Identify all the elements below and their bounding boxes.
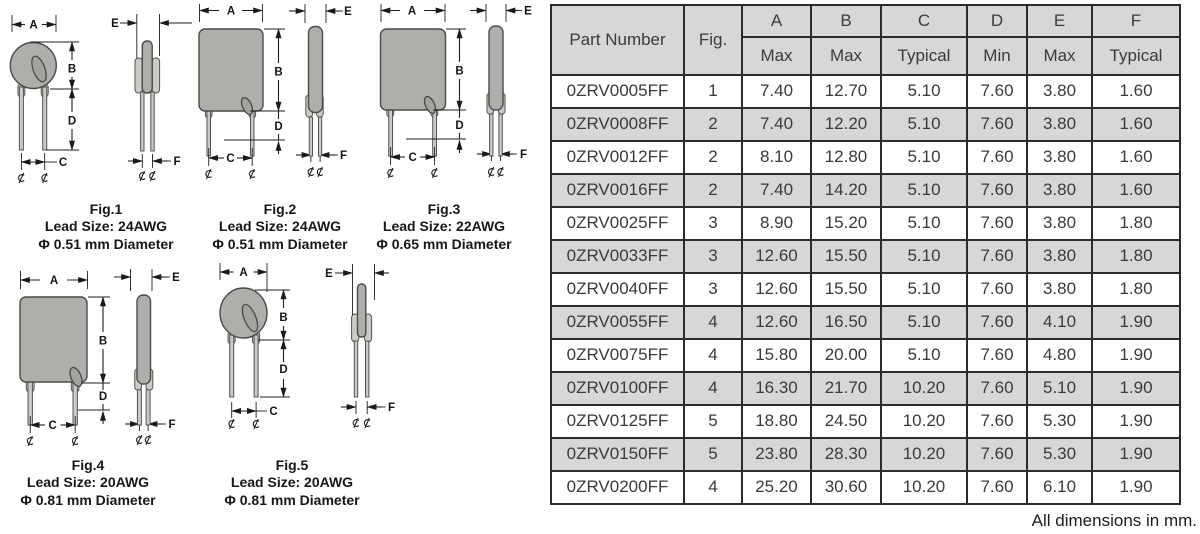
- fig5-caption: [204, 456, 380, 509]
- dim-label-e: E: [111, 18, 119, 30]
- col-header-c: C: [881, 5, 967, 37]
- lead: [254, 335, 258, 397]
- value-cell: 7.40: [742, 75, 811, 108]
- rect-edge: [309, 27, 323, 113]
- value-cell: 5.10: [881, 75, 967, 108]
- fig-cell: 1: [684, 75, 742, 108]
- fig3-drawing: [381, 4, 533, 178]
- part-number-cell: 0ZRV0100FF: [551, 372, 684, 405]
- dim-label-d: D: [67, 115, 77, 128]
- part-number-cell: 0ZRV0016FF: [551, 174, 684, 207]
- part-number-cell: 0ZRV0075FF: [551, 339, 684, 372]
- value-cell: 3.80: [1027, 141, 1092, 174]
- value-cell: 3.80: [1027, 207, 1092, 240]
- dim-label-a: A: [49, 275, 59, 287]
- table-row: [551, 240, 1180, 273]
- value-cell: 1.90: [1092, 339, 1180, 372]
- value-cell: 5.10: [881, 273, 967, 306]
- rect-body: [381, 29, 446, 110]
- dim-label-e: E: [172, 272, 180, 284]
- lead: [152, 58, 159, 93]
- dim-label-c: C: [269, 406, 278, 418]
- fig2-title: Fig.2: [263, 201, 297, 217]
- fig2-drawing: [199, 4, 352, 179]
- dim-label-b: B: [455, 65, 464, 78]
- value-cell: 15.50: [811, 240, 881, 273]
- fig-cell: 2: [684, 108, 742, 141]
- units-note: All dimensions in mm.: [1031, 511, 1197, 530]
- dim-label-a: A: [29, 19, 38, 32]
- fig-cell: 4: [684, 339, 742, 372]
- table-row: [551, 75, 1180, 108]
- value-cell: 10.20: [881, 405, 967, 438]
- fig-cell: 2: [684, 141, 742, 174]
- dim-label-b: B: [98, 335, 108, 348]
- centerline-icon: [253, 419, 259, 429]
- fig-cell: 4: [684, 372, 742, 405]
- fig1-side-view: [135, 41, 160, 151]
- col-subheader-f: Typical: [1092, 37, 1180, 75]
- col-header-b: B: [811, 5, 881, 37]
- fig4-front-view: [20, 297, 87, 425]
- part-number-cell: 0ZRV0025FF: [551, 207, 684, 240]
- rect-edge: [489, 26, 503, 110]
- fig3-front-view: [381, 29, 446, 156]
- fig-cell: 4: [684, 306, 742, 339]
- lead: [309, 117, 312, 156]
- part-number-cell: 0ZRV0125FF: [551, 405, 684, 438]
- dim-label-b: B: [67, 63, 77, 76]
- lead: [141, 92, 144, 151]
- value-cell: 12.80: [811, 141, 881, 174]
- fig-cell: 5: [684, 405, 742, 438]
- value-cell: 7.40: [742, 108, 811, 141]
- value-cell: 5.10: [881, 306, 967, 339]
- value-cell: 23.80: [742, 438, 811, 471]
- fig1-lead-size: Lead Size: 24AWG: [44, 218, 168, 234]
- dim-label-d: D: [98, 391, 108, 403]
- value-cell: 7.60: [967, 405, 1027, 438]
- col-header-fig: Fig.: [684, 5, 742, 75]
- dimensions-table: [550, 4, 1181, 505]
- dim-label-a: A: [226, 5, 236, 18]
- fig-cell: 3: [684, 273, 742, 306]
- fig1-dimensions: [12, 14, 192, 183]
- dim-label-c: C: [408, 152, 417, 164]
- fig4-lead-size: Lead Size: 20AWG: [26, 474, 150, 490]
- table-row: [551, 174, 1180, 207]
- fig2-diameter: Φ 0.51 mm Diameter: [212, 235, 348, 252]
- centerline-icon: [42, 173, 48, 183]
- centerline-icon: [27, 436, 33, 446]
- value-cell: 1.90: [1092, 405, 1180, 438]
- fig1-caption: [18, 200, 194, 253]
- lead: [151, 92, 154, 151]
- value-cell: 7.60: [967, 273, 1027, 306]
- part-number-cell: 0ZRV0055FF: [551, 306, 684, 339]
- value-cell: 21.70: [811, 372, 881, 405]
- dim-label-e: E: [344, 6, 352, 18]
- dim-label-c: C: [58, 157, 68, 169]
- part-number-cell: 0ZRV0033FF: [551, 240, 684, 273]
- centerline-icon: [145, 435, 151, 445]
- fig-cell: 5: [684, 438, 742, 471]
- dim-label-e: E: [325, 268, 333, 280]
- fig2-caption: [192, 200, 368, 253]
- centerline-icon: [432, 168, 438, 178]
- value-cell: 1.80: [1092, 273, 1180, 306]
- fig5-side-view: [352, 284, 372, 397]
- value-cell: 1.60: [1092, 174, 1180, 207]
- value-cell: 20.00: [811, 339, 881, 372]
- value-cell: 12.60: [742, 306, 811, 339]
- col-subheader-c: Typical: [881, 37, 967, 75]
- fig4-title: Fig.4: [71, 457, 105, 473]
- table-row: [551, 108, 1180, 141]
- dim-label-f: F: [387, 402, 396, 414]
- value-cell: 1.90: [1092, 306, 1180, 339]
- value-cell: 25.20: [742, 471, 811, 504]
- value-cell: 8.10: [742, 141, 811, 174]
- dim-label-d: D: [455, 120, 464, 132]
- fig1-title: Fig.1: [89, 201, 123, 217]
- table-row: [551, 141, 1180, 174]
- part-number-cell: 0ZRV0008FF: [551, 108, 684, 141]
- centerline-icon: [308, 167, 314, 177]
- value-cell: 15.50: [811, 273, 881, 306]
- value-cell: 5.10: [881, 207, 967, 240]
- part-number-cell: 0ZRV0200FF: [551, 471, 684, 504]
- dim-label-e: E: [524, 5, 532, 18]
- centerline-icon: [206, 169, 212, 179]
- value-cell: 1.60: [1092, 108, 1180, 141]
- lead: [490, 114, 493, 156]
- fig2-front-view: [199, 29, 263, 156]
- value-cell: 16.30: [742, 372, 811, 405]
- value-cell: 12.20: [811, 108, 881, 141]
- lead: [230, 335, 234, 397]
- col-header-d: D: [967, 5, 1027, 37]
- rect-body: [199, 29, 263, 111]
- lead: [19, 87, 23, 150]
- lead: [135, 58, 142, 93]
- figure-drawings: [0, 0, 548, 534]
- part-number-cell: 0ZRV0005FF: [551, 75, 684, 108]
- col-header-part-number: Part Number: [551, 5, 684, 75]
- dim-label-c: C: [226, 153, 235, 165]
- value-cell: 5.10: [881, 141, 967, 174]
- table-row: [551, 207, 1180, 240]
- table-row: [551, 405, 1180, 438]
- value-cell: 7.60: [967, 471, 1027, 504]
- value-cell: 3.80: [1027, 240, 1092, 273]
- disc-edge: [142, 41, 152, 93]
- fig5-drawing: [220, 263, 395, 429]
- col-subheader-a: Max: [742, 37, 811, 75]
- value-cell: 7.40: [742, 174, 811, 207]
- table-row: [551, 273, 1180, 306]
- lead: [319, 117, 322, 156]
- table-row: [551, 471, 1180, 504]
- fig3-title: Fig.3: [427, 201, 461, 217]
- value-cell: 7.60: [967, 75, 1027, 108]
- value-cell: 5.10: [881, 339, 967, 372]
- value-cell: 10.20: [881, 372, 967, 405]
- dim-label-f: F: [173, 156, 181, 168]
- value-cell: 7.60: [967, 174, 1027, 207]
- fig-cell: 4: [684, 471, 742, 504]
- value-cell: 1.60: [1092, 75, 1180, 108]
- dim-label-d: D: [274, 121, 283, 133]
- centerline-icon: [498, 167, 504, 177]
- fig3-side-view: [487, 26, 505, 156]
- fig1-diameter: Φ 0.51 mm Diameter: [38, 235, 174, 252]
- value-cell: 4.10: [1027, 306, 1092, 339]
- centerline-icon: [72, 436, 78, 446]
- rect-edge: [137, 295, 151, 384]
- centerline-icon: [150, 171, 156, 181]
- value-cell: 7.60: [967, 141, 1027, 174]
- value-cell: 5.30: [1027, 405, 1092, 438]
- centerline-icon: [364, 418, 370, 428]
- lead: [366, 341, 369, 397]
- value-cell: 5.10: [881, 240, 967, 273]
- fig5-diameter: Φ 0.81 mm Diameter: [224, 491, 360, 508]
- value-cell: 30.60: [811, 471, 881, 504]
- value-cell: 6.10: [1027, 471, 1092, 504]
- lead: [146, 390, 150, 425]
- value-cell: 4.80: [1027, 339, 1092, 372]
- centerline-icon: [317, 167, 323, 177]
- dim-label-b: B: [274, 66, 283, 79]
- table-row: [551, 306, 1180, 339]
- fig-cell: 3: [684, 240, 742, 273]
- value-cell: 7.60: [967, 207, 1027, 240]
- value-cell: 3.80: [1027, 174, 1092, 207]
- fig2-side-view: [306, 27, 323, 157]
- table-row: [551, 372, 1180, 405]
- table-row: [551, 438, 1180, 471]
- col-header-a: A: [742, 5, 811, 37]
- value-cell: 10.20: [881, 471, 967, 504]
- lead: [137, 390, 141, 425]
- value-cell: 10.20: [881, 438, 967, 471]
- fig2-lead-size: Lead Size: 24AWG: [218, 218, 342, 234]
- fig4-diameter: Φ 0.81 mm Diameter: [20, 491, 156, 508]
- value-cell: 15.80: [742, 339, 811, 372]
- dim-label-f: F: [168, 419, 176, 431]
- fig4-side-view: [135, 295, 153, 425]
- value-cell: 1.90: [1092, 438, 1180, 471]
- fig1-front-view: [10, 43, 56, 151]
- value-cell: 1.60: [1092, 141, 1180, 174]
- value-cell: 7.60: [967, 240, 1027, 273]
- fig5-lead-size: Lead Size: 20AWG: [230, 474, 354, 490]
- dim-label-f: F: [339, 150, 348, 162]
- fig-cell: 3: [684, 207, 742, 240]
- centerline-icon: [140, 171, 146, 181]
- fig3-diameter: Φ 0.65 mm Diameter: [376, 235, 512, 252]
- col-subheader-d: Min: [967, 37, 1027, 75]
- value-cell: 15.20: [811, 207, 881, 240]
- value-cell: 8.90: [742, 207, 811, 240]
- fig3-lead-size: Lead Size: 22AWG: [382, 218, 506, 234]
- value-cell: 1.90: [1092, 372, 1180, 405]
- centerline-icon: [249, 169, 255, 179]
- value-cell: 1.90: [1092, 471, 1180, 504]
- value-cell: 3.80: [1027, 108, 1092, 141]
- part-number-cell: 0ZRV0150FF: [551, 438, 684, 471]
- fig5-title: Fig.5: [275, 457, 309, 473]
- value-cell: 1.80: [1092, 207, 1180, 240]
- centerline-icon: [137, 435, 143, 445]
- value-cell: 5.30: [1027, 438, 1092, 471]
- fig3-caption: [356, 200, 532, 253]
- centerline-icon: [388, 168, 394, 178]
- value-cell: 12.70: [811, 75, 881, 108]
- value-cell: 28.30: [811, 438, 881, 471]
- col-subheader-b: Max: [811, 37, 881, 75]
- fig5-front-view: [220, 288, 267, 397]
- value-cell: 7.60: [967, 339, 1027, 372]
- fig4-drawing: [20, 269, 180, 446]
- value-cell: 1.80: [1092, 240, 1180, 273]
- fig-cell: 2: [684, 174, 742, 207]
- centerline-icon: [353, 418, 359, 428]
- value-cell: 12.60: [742, 240, 811, 273]
- dim-label-b: B: [279, 312, 288, 324]
- dim-label-c: C: [48, 420, 57, 432]
- col-header-f: F: [1092, 5, 1180, 37]
- value-cell: 5.10: [1027, 372, 1092, 405]
- value-cell: 16.50: [811, 306, 881, 339]
- value-cell: 14.20: [811, 174, 881, 207]
- value-cell: 7.60: [967, 306, 1027, 339]
- value-cell: 24.50: [811, 405, 881, 438]
- fig4-caption: [0, 456, 176, 509]
- centerline-icon: [229, 419, 235, 429]
- centerline-icon: [489, 167, 495, 177]
- dim-label-d: D: [279, 364, 288, 376]
- dim-label-f: F: [519, 149, 528, 161]
- value-cell: 12.60: [742, 273, 811, 306]
- disc-edge: [358, 284, 366, 337]
- dim-label-a: A: [407, 5, 417, 18]
- lead: [354, 341, 357, 397]
- value-cell: 7.60: [967, 108, 1027, 141]
- col-header-e: E: [1027, 5, 1092, 37]
- part-number-cell: 0ZRV0040FF: [551, 273, 684, 306]
- centerline-icon: [19, 173, 25, 183]
- value-cell: 5.10: [881, 174, 967, 207]
- value-cell: 7.60: [967, 372, 1027, 405]
- value-cell: 18.80: [742, 405, 811, 438]
- part-number-cell: 0ZRV0012FF: [551, 141, 684, 174]
- value-cell: 5.10: [881, 108, 967, 141]
- fig1-drawing: [10, 14, 192, 183]
- table-row: [551, 339, 1180, 372]
- value-cell: 7.60: [967, 438, 1027, 471]
- value-cell: 3.80: [1027, 273, 1092, 306]
- col-subheader-e: Max: [1027, 37, 1092, 75]
- value-cell: 3.80: [1027, 75, 1092, 108]
- lead: [43, 87, 47, 150]
- dim-label-a: A: [239, 267, 248, 279]
- lead: [499, 114, 502, 156]
